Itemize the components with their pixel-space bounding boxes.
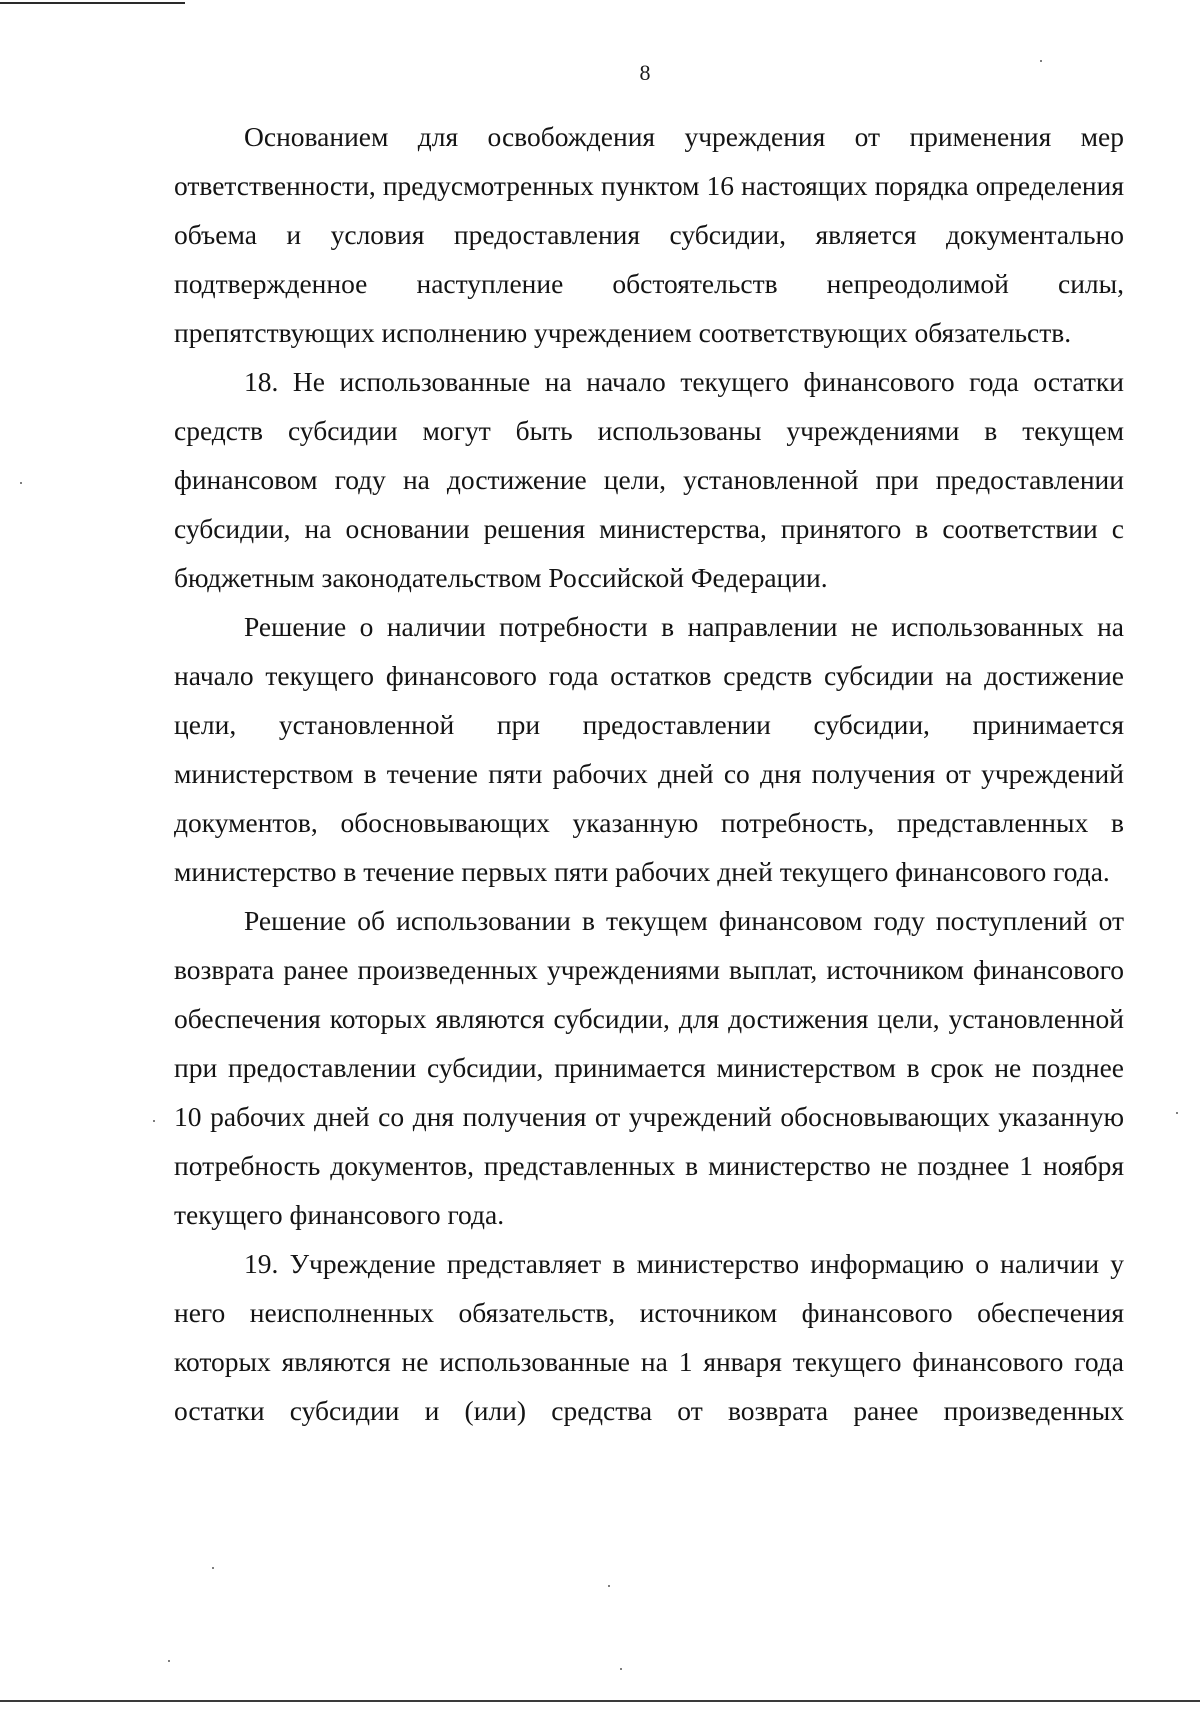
- scan-speck: [620, 1668, 622, 1670]
- paragraph-decision-remaining-funds: Решение о наличии потребности в направлении не использованных на начало текущего финансового года остатков средств субсидии на достижение цели, установленной при предоставлении субсидии, принимается министерством в течение пяти рабочих дней со дня получения от учреждений документов, обосновывающих указанную потребность, представленных в министерство в течение первых пяти рабочих дней текущего финансового года.: [174, 611, 1124, 887]
- scan-speck: [1040, 60, 1042, 62]
- scan-speck: [153, 1120, 155, 1122]
- page-number: 8: [639, 60, 651, 85]
- paragraph-decision-returns: Решение об использовании в текущем финансовом году поступлений от возврата ранее произведенных учреждениями выплат, источником финансового обеспечения которых являются субсидии, для достижения цели, установленной при предоставлении субсидии, принимается министерством в срок не позднее 10 рабочих дней со дня получения от учреждений обосновывающих указанную потребность документов, представленных в министерство не позднее 1 ноября текущего финансового года.: [174, 905, 1124, 1230]
- scan-speck: [212, 1567, 214, 1569]
- scan-top-rule: [0, 2, 185, 4]
- scan-speck: [608, 1585, 610, 1587]
- scan-speck: [20, 482, 22, 484]
- document-body: [174, 112, 1124, 1435]
- scan-bottom-rule: [0, 1700, 1200, 1702]
- paragraph-18: 18. Не использованные на начало текущего финансового года остатки средств субсидии могут быть использованы учреждениями в текущем финансовом году на достижение цели, установленной при предоставлении субсидии, на основании решения министерства, принятого в соответствии с бюджетным законодательством Российской Федерации.: [174, 366, 1124, 593]
- paragraph-19: 19. Учреждение представляет в министерство информацию о наличии у него неисполненных обязательств, источником финансового обеспечения которых являются не использованные на 1 января текущего финансового года остатки субсидии и (или) средства от возврата ранее произведенных: [174, 1248, 1124, 1426]
- scan-speck: [168, 1660, 170, 1662]
- scan-speck: [1176, 1112, 1178, 1114]
- paragraph-force-majeure: Основанием для освобождения учреждения от применения мер ответственности, предусмотренных пунктом 16 настоящих порядка определения объема и условия предоставления субсидии, является документально подтвержденное наступление обстоятельств непреодолимой силы, препятствующих исполнению учреждением соответствующих обязательств.: [174, 121, 1124, 348]
